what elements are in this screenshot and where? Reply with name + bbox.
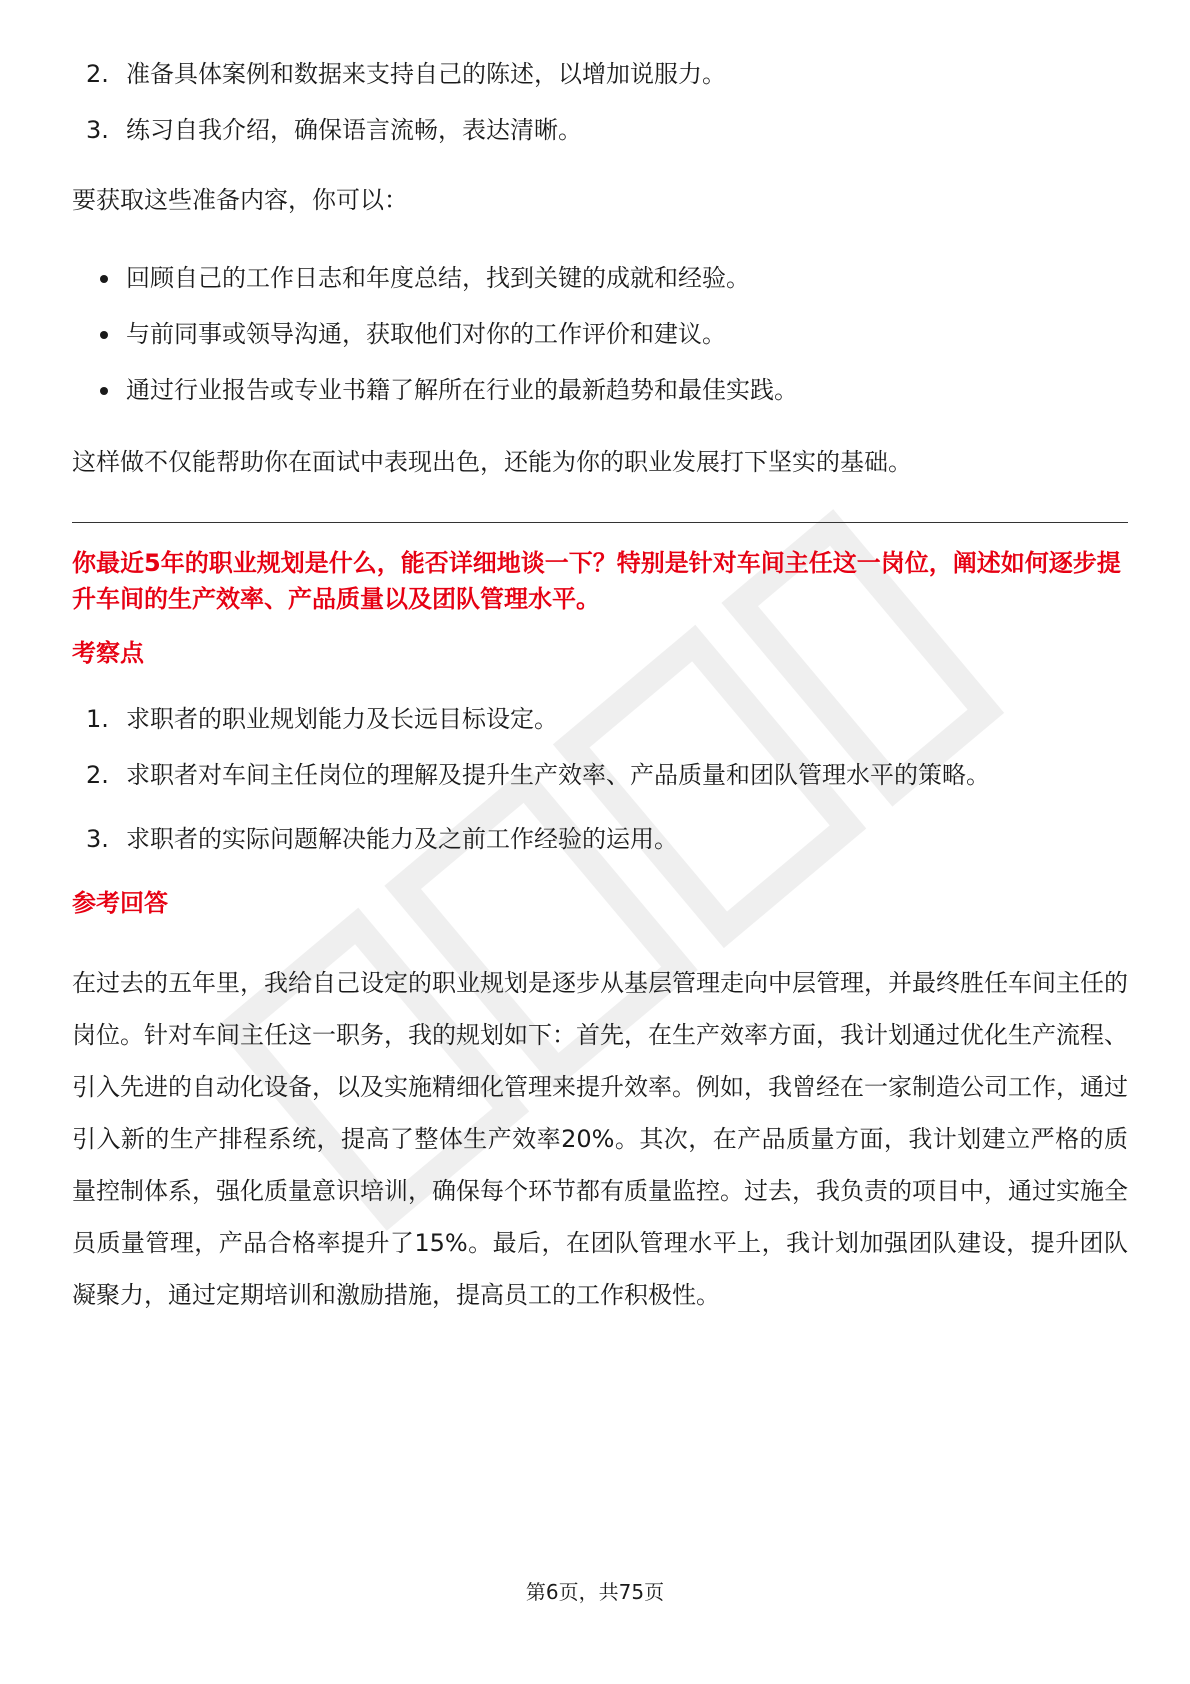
list-number: 3. <box>86 116 109 144</box>
section-divider <box>72 522 1128 523</box>
list-item <box>72 56 1128 92</box>
list-number: 1. <box>86 705 109 733</box>
list-item-text: 通过行业报告或专业书籍了解所在行业的最新趋势和最佳实践。 <box>126 376 798 404</box>
intro-paragraph: 要获取这些准备内容，你可以： <box>72 186 408 214</box>
interview-question: 你最近5年的职业规划是什么，能否详细地谈一下？特别是针对车间主任这一岗位，阐述如何逐步提升车间的生产效率、产品质量以及团队管理水平。 <box>72 549 1121 613</box>
list-item <box>72 372 1128 408</box>
list-item-text: 准备具体案例和数据来支持自己的陈述，以增加说服力。 <box>126 60 726 88</box>
list-item-text: 求职者的实际问题解决能力及之前工作经验的运用。 <box>126 825 678 853</box>
answer-heading: 参考回答 <box>72 889 168 917</box>
list-item <box>72 316 1128 352</box>
list-item <box>72 260 1128 296</box>
bullet-list <box>72 260 1128 408</box>
answer-paragraph: 在过去的五年里，我给自己设定的职业规划是逐步从基层管理走向中层管理，并最终胜任车间主任的岗位。针对车间主任这一职务，我的规划如下：首先，在生产效率方面，我计划通过优化生产流程、引入先进的自动化设备，以及实施精细化管理来提升效率。例如，我曾经在一家制造公司工作，通过引入新的生产排程系统，提高了整体生产效率20%。其次，在产品质量方面，我计划建立严格的质量控制体系，强化质量意识培训，确保每个环节都有质量监控。过去，我负责的项目中，通过实施全员质量管理，产品合格率提升了15%。最后，在团队管理水平上，我计划加强团队建设，提升团队凝聚力，通过定期培训和激励措施，提高员工的工作积极性。 <box>72 969 1128 1309</box>
kaochadian-list <box>72 701 1128 857</box>
list-number: 2. <box>86 60 109 88</box>
list-number: 3. <box>86 825 109 853</box>
list-number: 2. <box>86 761 109 789</box>
kaochadian-heading: 考察点 <box>72 639 144 667</box>
bullet-dot-icon <box>100 331 108 339</box>
list-item-text: 与前同事或领导沟通，获取他们对你的工作评价和建议。 <box>126 320 726 348</box>
list-item-text: 求职者对车间主任岗位的理解及提升生产效率、产品质量和团队管理水平的策略。 <box>126 761 990 789</box>
bullet-dot-icon <box>100 275 108 283</box>
list-item-text: 练习自我介绍，确保语言流畅，表达清晰。 <box>126 116 582 144</box>
closing-paragraph: 这样做不仅能帮助你在面试中表现出色，还能为你的职业发展打下坚实的基础。 <box>72 448 912 476</box>
list-item <box>72 821 1128 857</box>
page-content <box>72 56 1128 1321</box>
list-item-text: 求职者的职业规划能力及长远目标设定。 <box>126 705 558 733</box>
list-item <box>72 757 1128 801</box>
list-item-text: 回顾自己的工作日志和年度总结，找到关键的成就和经验。 <box>126 264 750 292</box>
list-item <box>72 112 1128 148</box>
top-numbered-list <box>72 56 1128 148</box>
list-item <box>72 701 1128 737</box>
page-footer: 第6页，共75页 <box>525 1580 665 1604</box>
bullet-dot-icon <box>100 387 108 395</box>
